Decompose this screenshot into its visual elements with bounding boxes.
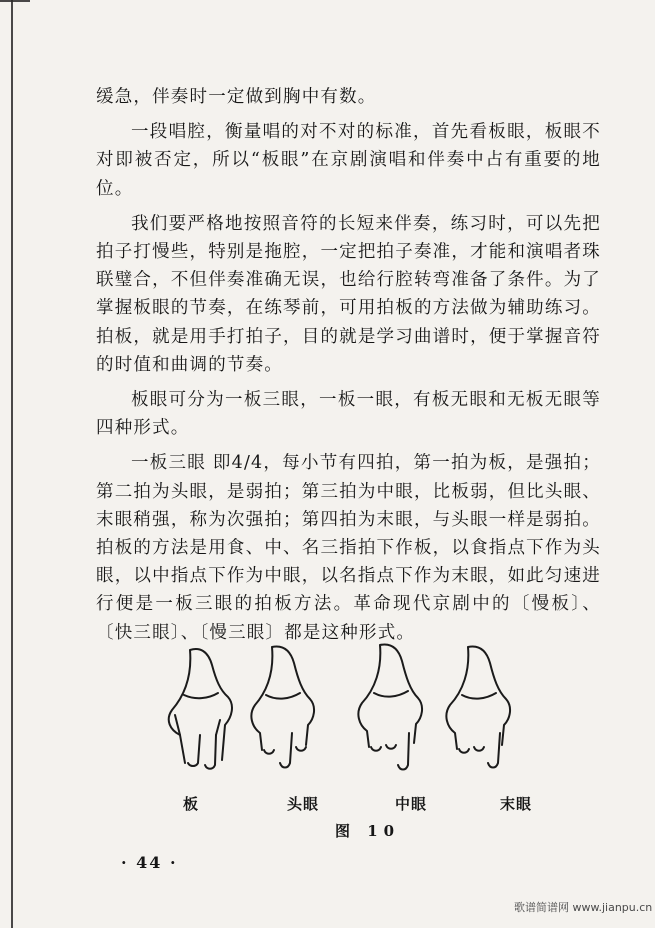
page-corner-mark xyxy=(0,0,30,2)
paragraph-2: 一段唱腔，衡量唱的对不对的标准，首先看板眼，板眼不对即被否定，所以“板眼”在京剧演唱和伴奏中占有重要的地位。 xyxy=(96,122,601,199)
page-binding-edge xyxy=(11,0,13,928)
paragraph-4: 板眼可分为一板三眼，一板一眼，有板无眼和无板无眼等四种形式。 xyxy=(96,390,601,439)
figure-title: 图 10 xyxy=(335,822,401,840)
page-number: · 44 · xyxy=(121,853,178,872)
watermark-text: 歌谱简谱网 www.jianpu.cn xyxy=(514,901,653,914)
paragraph-1: 缓急，伴奏时一定做到胸中有数。 xyxy=(96,87,377,107)
paragraph-3: 我们要严格地按照音符的长短来伴奏，练习时，可以先把拍子打慢些，特别是拖腔，一定把拍子奏准，才能和演唱者珠联璧合，不但伴奏准确无误，也给行腔转弯准备了条件。为了掌握板眼的节奏，在练琴前，可用拍板的方法做为辅助练习。拍板，就是用手打拍子，目的就是学习曲谱时，便于掌握音符的时值和曲调的节奏。 xyxy=(96,213,601,375)
hand-moyan xyxy=(446,647,510,768)
hand-ban xyxy=(169,649,232,769)
figure-label-ban: 板 xyxy=(183,795,200,813)
body-text xyxy=(96,83,601,647)
hand-zhongyan xyxy=(358,645,422,770)
figure-label-zhongyan: 中眼 xyxy=(395,795,428,813)
figure-label-moyan: 末眼 xyxy=(500,795,533,813)
figure-label-touyan: 头眼 xyxy=(287,795,320,813)
hand-illustration xyxy=(150,635,545,780)
paragraph-5: 一板三眼 即4/4，每小节有四拍，第一拍为板，是强拍；第二拍为头眼，是弱拍；第三拍为中眼，比板弱，但比头眼、末眼稍强，称为次强拍；第四拍为末眼，与头眼一样是弱拍。拍板的方法是用食、中、名三指拍下作板，以食指点下作为头眼，以中指点下作为中眼，以名指点下作为末眼，如此匀速进行便是一板三眼的拍板方法。革命现代京剧中的〔慢板〕、〔快三眼〕、〔慢三眼〕都是这种形式。 xyxy=(96,453,601,643)
hand-touyan xyxy=(251,647,314,768)
